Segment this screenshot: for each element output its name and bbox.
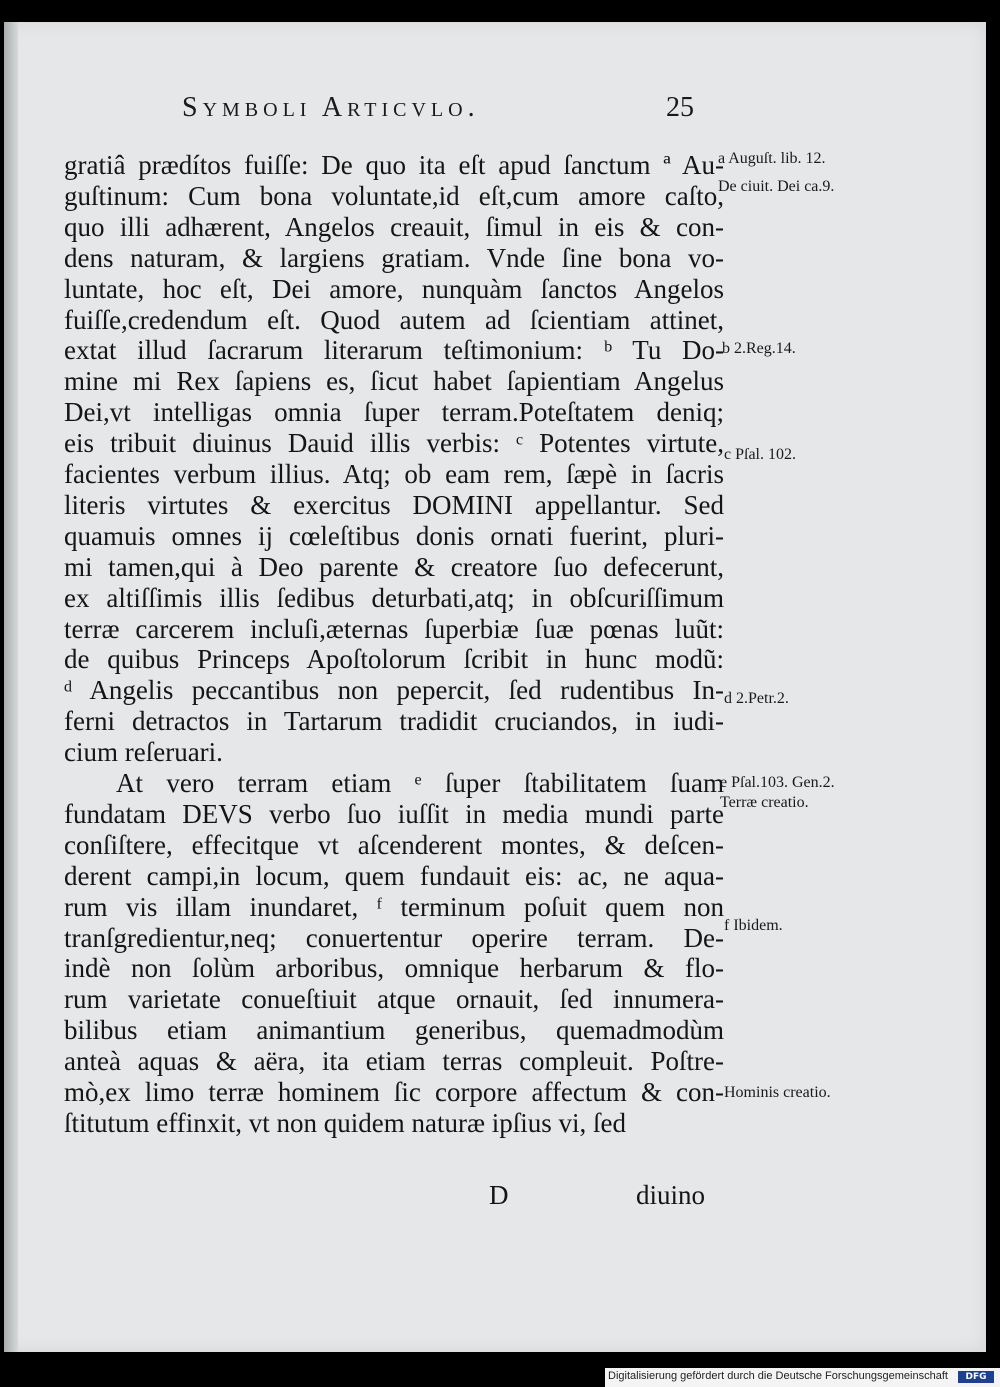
catchword: diuino [636,1180,706,1210]
text-line: derent campi,in locum, quem fundauit eis: ac, ne aqua- [64,860,724,891]
text-line: mine mi Rex ſapiens es, ſicut habet ſapientiam Angelus [64,366,724,397]
margin-note: Hominis creatio. [724,1084,831,1101]
margin-note: b 2.Reg.14. [722,340,796,357]
text-line: rum vis illam inundaret, ᶠ terminum poſuit quem non [64,891,724,922]
page-number: 25 [666,92,694,123]
text-line: bilibus etiam animantium generibus, quemadmodùm [64,1015,724,1046]
text-line: mi tamen,qui à Deo parente & creatore ſuo defecerunt, [64,551,724,582]
margin-note: f Ibidem. [724,917,783,934]
text-line: indè non ſolùm arboribus, omnique herbarum & flo- [64,953,724,984]
book-page [4,22,986,1352]
text-line: Dei,vt intelligas omnia ſuper terram.Poteſtatem deniq; [64,397,724,428]
margin-note: d 2.Petr.2. [724,690,789,707]
page-gutter-shadow [4,22,18,1352]
text-line: At vero terram etiam ᵉ ſuper ſtabilitatem ſuam [116,768,724,798]
margin-note: c Pſal. 102. [724,446,796,463]
margin-note: e Pſal.103. Gen.2. [720,774,835,791]
text-line: tranſgredientur,neq; conuertentur operire terram. De- [64,922,724,953]
text-line: mò,ex limo terræ hominem ſic corpore affectum & con- [64,1077,724,1107]
text-line: quamuis omnes ij cœleſtibus donis ornati fuerint, pluri- [64,520,724,551]
text-line: luntate, hoc eſt, Dei amore, nunquàm ſanctos Angelos [64,273,724,304]
text-line: fundatam DEVS verbo ſuo iuſſit in media mundi parte [64,798,724,829]
text-line: ᵈ Angelis peccantibus non pepercit, ſed rudentibus In- [64,675,724,706]
text-line: eis tribuit diuinus Dauid illis verbis: ᶜ Potentes virtute, [64,428,724,459]
text-line: ex altiſſimis illis ſedibus deturbati,atq; in obſcuriſſimum [64,582,724,613]
text-line: de quibus Princeps Apoſtolorum ſcribit in hunc modũ: [64,644,724,675]
funding-credit: Digitalisierung gefördert durch die Deutsche Forschungsgemeinschaft [608,1370,948,1382]
text-line: terræ carcerem incluſi,æternas ſuperbiæ ſuæ pœnas luũt: [64,613,724,644]
dfg-logo: DFG [958,1371,994,1383]
text-line: rum varietate conueſtiuit atque ornauit, ſed innumera- [64,984,724,1015]
signature-mark: D [489,1180,509,1210]
text-line: ferni detractos in Tartarum tradidit cruciandos, in iudi- [64,706,724,737]
text-line: guſtinum: Cum bona voluntate,id eſt,cum amore caſto, [64,180,724,211]
text-line: fuiſſe,credendum eſt. Quod autem ad ſcientiam attinet, [64,304,724,335]
text-line: literis virtutes & exercitus DOMINI appellantur. Sed [64,489,724,520]
text-line: anteà aquas & aëra, ita etiam terras compleuit. Poſtre- [64,1046,724,1077]
margin-note: Terræ creatio. [720,794,809,811]
text-line: conſiſtere, effecitque vt aſcenderent montes, & deſcen- [64,829,724,860]
text-line: quo illi adhærent, Angelos creauit, ſimul in eis & con- [64,211,724,242]
text-line: facientes verbum illius. Atq; ob eam rem, ſæpè in ſacris [64,459,724,489]
text-line: dens naturam, & largiens gratiam. Vnde ſine bona vo- [64,242,724,273]
margin-note: De ciuit. Dei ca.9. [718,178,835,195]
text-line: extat illud ſacrarum literarum teſtimonium: ᵇ Tu Do- [64,335,724,366]
margin-note: a Auguſt. lib. 12. [718,150,826,167]
text-line: cium reſeruari. [64,737,223,768]
running-title: Symboli Articvlo. [182,92,480,123]
text-line: ſtitutum effinxit, vt non quidem naturæ ipſius vi, ſed [64,1107,626,1138]
text-line: gratiâ prædítos fuiſſe: De quo ita eſt apud ſanctum ª Au- [64,150,724,180]
